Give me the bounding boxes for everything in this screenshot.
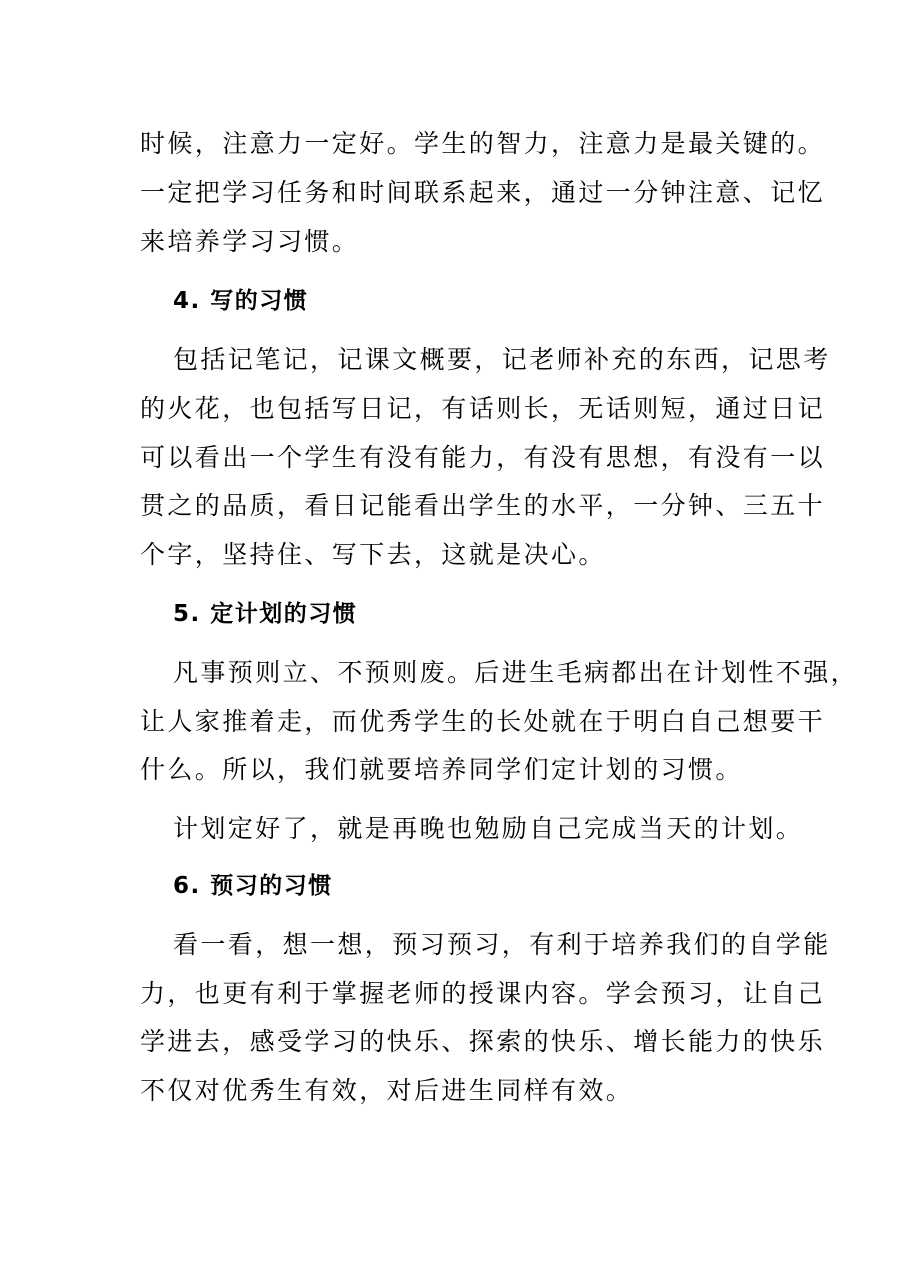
paragraph-line: 时候，注意力一定好。学生的智力，注意力是最关键的。 — [140, 129, 826, 158]
paragraph-line: 学进去，感受学习的快乐、探索的快乐、增长能力的快乐 — [140, 1027, 826, 1056]
paragraph-line: 来培养学习习惯。 — [140, 227, 360, 256]
section-heading-6: 6. 预习的习惯 — [173, 873, 333, 899]
paragraph-line: 一定把学习任务和时间联系起来，通过一分钟注意、记忆 — [140, 178, 826, 207]
paragraph-line: 凡事预则立、不预则废。后进生毛病都出在计划性不强， — [173, 658, 859, 687]
paragraph-line: 计划定好了，就是再晚也勉励自己完成当天的计划。 — [173, 814, 804, 843]
paragraph-line: 不仅对优秀生有效，对后进生同样有效。 — [140, 1076, 634, 1105]
paragraph-line: 包括记笔记，记课文概要，记老师补充的东西，记思考 — [173, 345, 831, 374]
paragraph-line: 可以看出一个学生有没有能力，有没有思想，有没有一以 — [140, 443, 826, 472]
section-heading-4: 4. 写的习惯 — [173, 288, 309, 314]
paragraph-line: 什么。所以，我们就要培养同学们定计划的习惯。 — [140, 755, 743, 784]
paragraph-line: 贯之的品质，看日记能看出学生的水平，一分钟、三五十 — [140, 491, 826, 520]
paragraph-line: 的火花，也包括写日记，有话则长，无话则短，通过日记 — [140, 394, 826, 423]
section-heading-5: 5. 定计划的习惯 — [173, 601, 358, 627]
paragraph-line: 力，也更有利于掌握老师的授课内容。学会预习，让自己 — [140, 979, 826, 1008]
paragraph-line: 让人家推着走，而优秀学生的长处就在于明白自己想要干 — [140, 707, 826, 736]
paragraph-line: 看一看，想一想，预习预习，有利于培养我们的自学能 — [173, 930, 831, 959]
paragraph-line: 个字，坚持住、写下去，这就是决心。 — [140, 540, 606, 569]
